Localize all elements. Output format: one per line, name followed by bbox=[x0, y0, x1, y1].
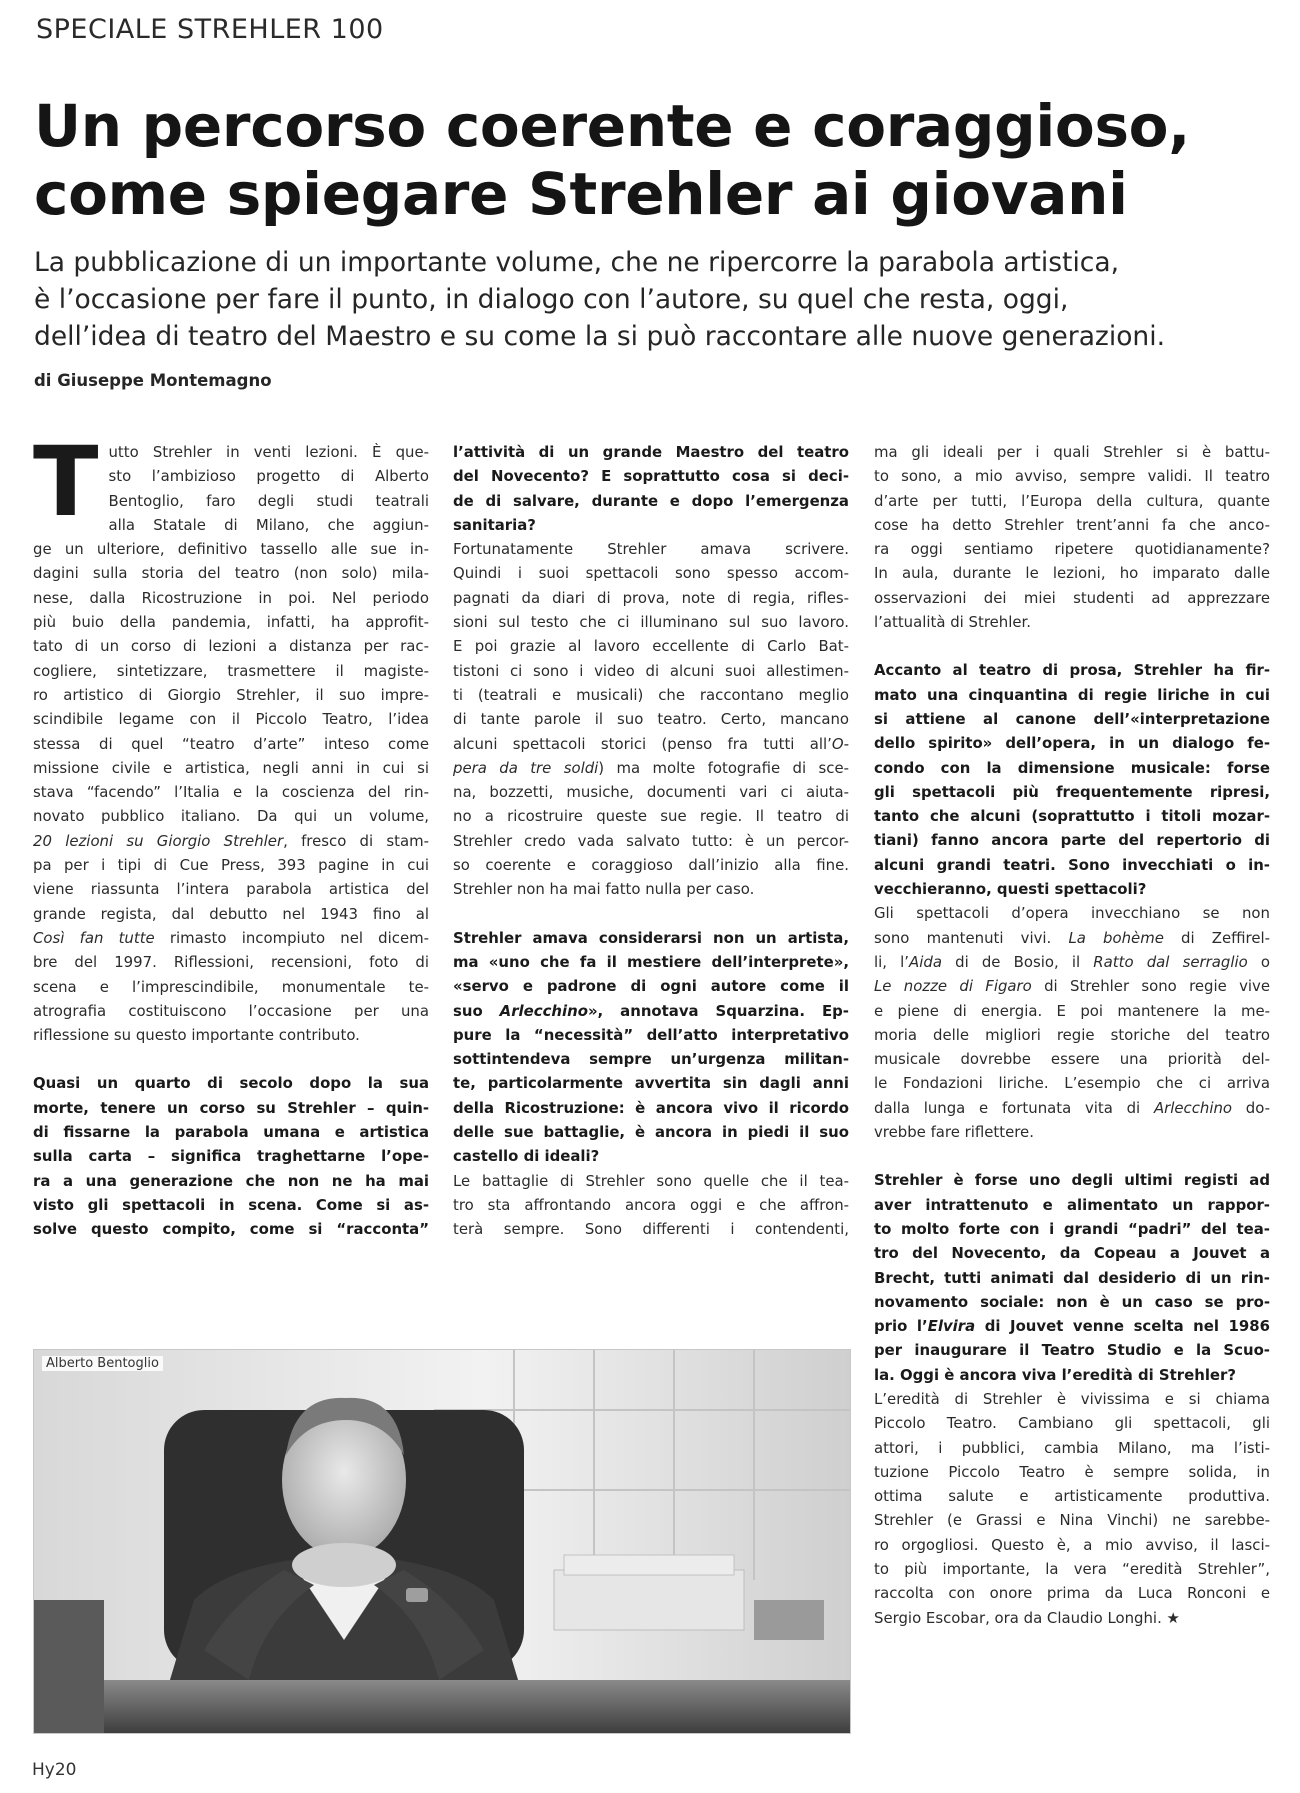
paragraph-line: pagnati da diari di prova, note di regia, rifles- bbox=[453, 588, 849, 607]
paragraph-line: ra a una generazione che non ne ha mai bbox=[33, 1171, 429, 1190]
paragraph-line: novamento sociale: non è un caso se pro- bbox=[874, 1292, 1270, 1311]
paragraph-line: L’eredità di Strehler è vivissima e si chiama bbox=[874, 1389, 1270, 1408]
paragraph-line: aver intrattenuto e alimentato un rappor- bbox=[874, 1195, 1270, 1214]
paragraph-line: sulla carta – significa traghettarne l’ope- bbox=[33, 1147, 429, 1166]
paragraph-line: moria delle migliori regie storiche del teatro bbox=[874, 1025, 1270, 1044]
paragraph-line: so coerente e coraggioso dall’inizio alla fine. bbox=[453, 856, 849, 875]
title-line-1: Un percorso coerente e coraggioso, bbox=[34, 92, 1190, 160]
article-title bbox=[34, 92, 1274, 228]
paragraph-line: Fortunatamente Strehler amava scrivere. bbox=[453, 540, 849, 559]
paragraph-line: dalla lunga e fortunata vita di Arlecchino do- bbox=[874, 1098, 1270, 1117]
paragraph-line: Strehler amava considerarsi non un artista, bbox=[453, 928, 849, 947]
paragraph-line: cose ha detto Strehler trent’anni fa che anco- bbox=[874, 515, 1270, 534]
paragraph-line: ti (teatrali e musicali) che raccontano meglio bbox=[453, 685, 849, 704]
paragraph-line: li, l’Aida di de Bosio, il Ratto dal serraglio o bbox=[874, 952, 1270, 971]
paragraph-line: più buio della pandemia, infatti, ha approfit- bbox=[33, 613, 429, 632]
paragraph-line: to sono, a mio avviso, sempre validi. Il teatro bbox=[874, 467, 1270, 486]
paragraph-line: tro sta affrontando ancora oggi e che affron- bbox=[453, 1195, 849, 1214]
paragraph-line: per inaugurare il Teatro Studio e la Scuo- bbox=[874, 1341, 1270, 1360]
paragraph-line: scindibile legame con il Piccolo Teatro, l’idea bbox=[33, 710, 429, 729]
paragraph-line: Brecht, tutti animati dal desiderio di un rin- bbox=[874, 1268, 1270, 1287]
book-title: 20 lezioni su Giorgio Strehler bbox=[33, 831, 284, 850]
paragraph-line: pure la “necessità” dell’atto interpretativo bbox=[453, 1025, 849, 1044]
paragraph-line: terà sempre. Sono differenti i contendenti, bbox=[453, 1220, 849, 1239]
paragraph-line: stessa di quel “teatro d’arte” inteso come bbox=[33, 734, 429, 753]
paragraph-line: Sergio Escobar, ora da Claudio Longhi. ★ bbox=[874, 1608, 1180, 1627]
answer-3 bbox=[874, 901, 1270, 1144]
paragraph-line: Accanto al teatro di prosa, Strehler ha fir- bbox=[874, 661, 1270, 680]
answer-2 bbox=[453, 1169, 849, 1242]
paragraph-line: prio l’Elvira di Jouvet venne scelta nel 1986 bbox=[874, 1317, 1270, 1336]
paragraph-line: «servo e padrone di ogni autore come il bbox=[453, 977, 849, 996]
paragraph-line: grande regista, dal debutto nel 1943 fino al bbox=[33, 904, 429, 923]
paragraph-line: Strehler non ha mai fatto nulla per caso. bbox=[453, 880, 755, 899]
paragraph-line: ro artistico di Giorgio Strehler, il suo impre- bbox=[33, 685, 429, 704]
paragraph-line: solve questo compito, come si “racconta” bbox=[33, 1220, 429, 1239]
paragraph-line: novato pubblico italiano. Da qui un volume, bbox=[33, 807, 429, 826]
paragraph-line: Gli spettacoli d’opera invecchiano se non bbox=[874, 904, 1270, 923]
paragraph-line: tuzione Piccolo Teatro è sempre solida, in bbox=[874, 1462, 1270, 1481]
paragraph-line: Le battaglie di Strehler sono quelle che il tea- bbox=[453, 1171, 849, 1190]
opera-title: Così fan tutte bbox=[33, 928, 155, 947]
paragraph-line: nese, dalla Ricostruzione in poi. Nel periodo bbox=[33, 588, 429, 607]
paragraph-line: dello spirito» dell’opera, in un dialogo fe- bbox=[874, 734, 1270, 753]
paragraph-line: sioni sul testo che ci illuminano sul suo lavoro. bbox=[453, 613, 849, 632]
question-2 bbox=[453, 926, 849, 1169]
paragraph-line: ra oggi sentiamo ripetere quotidianamente? bbox=[874, 540, 1270, 559]
paragraph-line: suo Arlecchino», annotava Squarzina. Ep- bbox=[453, 1001, 849, 1020]
paragraph-line: castello di ideali? bbox=[453, 1147, 600, 1166]
paragraph-line: utto Strehler in venti lezioni. È que- bbox=[108, 443, 429, 461]
title-line-2: come spiegare Strehler ai giovani bbox=[34, 160, 1128, 228]
paragraph-line: te, particolarmente avvertita sin dagli anni bbox=[453, 1074, 849, 1093]
subtitle-line-1: La pubblicazione di un importante volume, che ne ripercorre la parabola artistica, bbox=[34, 247, 1120, 278]
paragraph-intro-lines-3 bbox=[33, 950, 429, 1047]
answer-2-continued bbox=[874, 440, 1270, 634]
paragraph-line: ottima salute e artisticamente produttiva. bbox=[874, 1487, 1270, 1506]
answer-4 bbox=[874, 1387, 1270, 1630]
article-subtitle bbox=[34, 244, 1284, 355]
paragraph-line: raccolta con onore prima da Luca Ronconi e bbox=[874, 1584, 1270, 1603]
paragraph-line: Strehler credo vada salvato tutto: è un percor- bbox=[453, 831, 849, 850]
paragraph-line: la. Oggi è ancora viva l’eredità di Strehler? bbox=[874, 1365, 1237, 1384]
paragraph-line: del Novecento? E soprattutto cosa si deci- bbox=[453, 467, 849, 486]
paragraph-line: tiani) fanno ancora parte del repertorio di bbox=[874, 831, 1270, 850]
article-column-3 bbox=[874, 440, 1270, 1630]
paragraph-line: Strehler (e Grassi e Nina Vinchi) ne sarebbe- bbox=[874, 1511, 1270, 1530]
opera-title: pera da tre soldi bbox=[453, 758, 599, 777]
paragraph-line: morte, tenere un corso su Strehler – quin- bbox=[33, 1098, 429, 1117]
question-3 bbox=[874, 658, 1270, 901]
paragraph-line: to molto forte con i grandi “padri” del tea- bbox=[874, 1219, 1270, 1238]
paragraph-line: ro orgogliosi. Questo è, a mio avviso, il lasci- bbox=[874, 1535, 1270, 1554]
paragraph-intro bbox=[33, 426, 429, 1047]
paragraph-line: tistoni ci sono i video di alcuni suoi allestimen- bbox=[453, 661, 849, 680]
paragraph-line: cogliere, sintetizzare, trasmettere il magiste- bbox=[33, 661, 429, 680]
paragraph-line: to più importante, la vera “eredità Strehler”, bbox=[874, 1560, 1270, 1579]
paragraph-line: pera da tre soldi) ma molte fotografie di sce- bbox=[453, 758, 849, 777]
subtitle-line-2: è l’occasione per fare il punto, in dialogo con l’autore, su quel che resta, oggi, bbox=[34, 284, 1069, 315]
paragraph-line: tanto che alcuni (soprattutto i titoli mozar- bbox=[874, 807, 1270, 826]
paragraph-line: vrebbe fare riflettere. bbox=[874, 1123, 1034, 1142]
question-1 bbox=[33, 1071, 429, 1241]
page-folio: Hy20 bbox=[32, 1760, 77, 1780]
paragraph-line: Le nozze di Figaro di Strehler sono regie vive bbox=[874, 977, 1270, 996]
paragraph-line: ma gli ideali per i quali Strehler si è battu- bbox=[874, 443, 1270, 461]
paragraph-line: d’arte per tutti, l’Europa della cultura, quante bbox=[874, 491, 1270, 510]
paragraph-line: de di salvare, durante e dopo l’emergenza bbox=[453, 491, 849, 510]
paragraph-line: ma «uno che fa il mestiere dell’interprete», bbox=[453, 952, 849, 971]
subtitle-line-3: dell’idea di teatro del Maestro e su come la si può raccontare alle nuove generazioni. bbox=[34, 321, 1165, 352]
paragraph-line: musicale dovrebbe essere una priorità del- bbox=[874, 1050, 1270, 1069]
paragraph-line: Quindi i suoi spettacoli sono spesso accom- bbox=[453, 564, 849, 583]
byline: di Giuseppe Montemagno bbox=[34, 371, 272, 390]
paragraph-line: mato una cinquantina di regie liriche in cui bbox=[874, 685, 1270, 704]
paragraph-line: alcuni grandi teatri. Sono invecchiati o in- bbox=[874, 855, 1270, 874]
question-1-continued bbox=[453, 440, 849, 537]
paragraph-intro-lines-2 bbox=[33, 853, 429, 926]
paragraph-line: della Ricostruzione: è ancora vivo il ricordo bbox=[453, 1098, 849, 1117]
paragraph-line: sottintendeva sempre un’urgenza militan- bbox=[453, 1050, 849, 1069]
answer-1 bbox=[453, 537, 849, 901]
paragraph-line: Bentoglio, faro degli studi teatrali bbox=[108, 491, 429, 510]
paragraph-line: 20 lezioni su Giorgio Strehler, fresco di stam- bbox=[33, 831, 429, 850]
answer-1-lines bbox=[453, 537, 849, 731]
paragraph-line: sto l’ambizioso progetto di Alberto bbox=[108, 467, 429, 486]
paragraph-line: l’attività di un grande Maestro del teatro bbox=[453, 443, 849, 461]
author-photo bbox=[33, 1349, 851, 1734]
paragraph-line: Strehler è forse uno degli ultimi registi ad bbox=[874, 1171, 1270, 1190]
paragraph-line: attori, i pubblici, cambia Milano, ma l’isti- bbox=[874, 1438, 1270, 1457]
photo-caption: Alberto Bentoglio bbox=[42, 1356, 163, 1371]
paragraph-line: ge un ulteriore, definitivo tassello alle sue in- bbox=[33, 540, 429, 559]
paragraph-line: alla Statale di Milano, che aggiun- bbox=[108, 515, 429, 534]
paragraph-line: missione civile e artistica, negli anni in cui si bbox=[33, 758, 429, 777]
paragraph-line: no a ricostruire queste sue regie. Il teatro di bbox=[453, 807, 849, 826]
question-4 bbox=[874, 1168, 1270, 1387]
paragraph-line: viene riassunta l’intera parabola artistica del bbox=[33, 880, 429, 899]
paragraph-line: delle sue battaglie, è ancora in piedi il suo bbox=[453, 1123, 849, 1142]
article-column-2 bbox=[453, 440, 849, 1242]
paragraph-line: Quasi un quarto di secolo dopo la sua bbox=[33, 1074, 429, 1093]
paragraph-line: riflessione su questo importante contributo. bbox=[33, 1026, 360, 1045]
paragraph-line: vecchieranno, questi spettacoli? bbox=[874, 880, 1147, 899]
paragraph-line: di tante parole il suo teatro. Certo, mancano bbox=[453, 710, 849, 729]
paragraph-line: scena e l’imprescindibile, monumentale te- bbox=[33, 977, 429, 996]
paragraph-line: di fissarne la parabola umana e artistica bbox=[33, 1123, 429, 1142]
paragraph-line: gli spettacoli più frequentemente ripresi, bbox=[874, 782, 1270, 801]
paragraph-line: sanitaria? bbox=[453, 515, 536, 534]
paragraph-line: E poi grazie al lavoro eccellente di Carlo Bat- bbox=[453, 637, 849, 656]
paragraph-line: visto gli spettacoli in scena. Come si as- bbox=[33, 1195, 429, 1214]
drop-cap: T bbox=[33, 426, 99, 538]
paragraph-line: tro del Novecento, da Copeau a Jouvet a bbox=[874, 1244, 1270, 1263]
paragraph-line: condo con la dimensione musicale: forse bbox=[874, 758, 1270, 777]
paragraph-line: atrografia costituiscono l’occasione per una bbox=[33, 1001, 429, 1020]
paragraph-line: alcuni spettacoli storici (penso fra tutti all’O- bbox=[453, 734, 849, 753]
paragraph-line: osservazioni dei miei studenti ad apprezzare bbox=[874, 588, 1270, 607]
paragraph-line: In aula, durante le lezioni, ho imparato dalle bbox=[874, 564, 1270, 583]
paragraph-line: tato di un corso di lezioni a distanza per rac- bbox=[33, 637, 429, 656]
answer-1-lines-2 bbox=[453, 780, 849, 901]
paragraph-line: Piccolo Teatro. Cambiano gli spettacoli, gli bbox=[874, 1414, 1270, 1433]
paragraph-line: sono mantenuti vivi. La bohème di Zeffirel- bbox=[874, 928, 1271, 947]
article-column-1 bbox=[33, 426, 429, 1242]
paragraph-line: dagini sulla storia del teatro (non solo) mila- bbox=[33, 564, 429, 583]
paragraph-line: Così fan tutte rimasto incompiuto nel dicem- bbox=[33, 928, 429, 947]
paragraph-line: e piene di energia. E poi mantenere la me- bbox=[874, 1001, 1270, 1020]
paragraph-line: si attiene al canone dell’«interpretazione bbox=[874, 709, 1270, 728]
section-label: SPECIALE STREHLER 100 bbox=[36, 14, 384, 45]
paragraph-line: le Fondazioni liriche. L’esempio che ci arriva bbox=[874, 1074, 1270, 1093]
paragraph-line: bre del 1997. Riflessioni, recensioni, foto di bbox=[33, 953, 429, 972]
paragraph-line: l’attualità di Strehler. bbox=[874, 613, 1031, 632]
portrait-illustration bbox=[34, 1350, 850, 1733]
paragraph-line: stava “facendo” l’Italia e la coscienza del rin- bbox=[33, 783, 429, 802]
paragraph-line: na, bozzetti, musiche, documenti vari ci aiuta- bbox=[453, 783, 849, 802]
paragraph-line: pa per i tipi di Cue Press, 393 pagine in cui bbox=[33, 856, 429, 875]
